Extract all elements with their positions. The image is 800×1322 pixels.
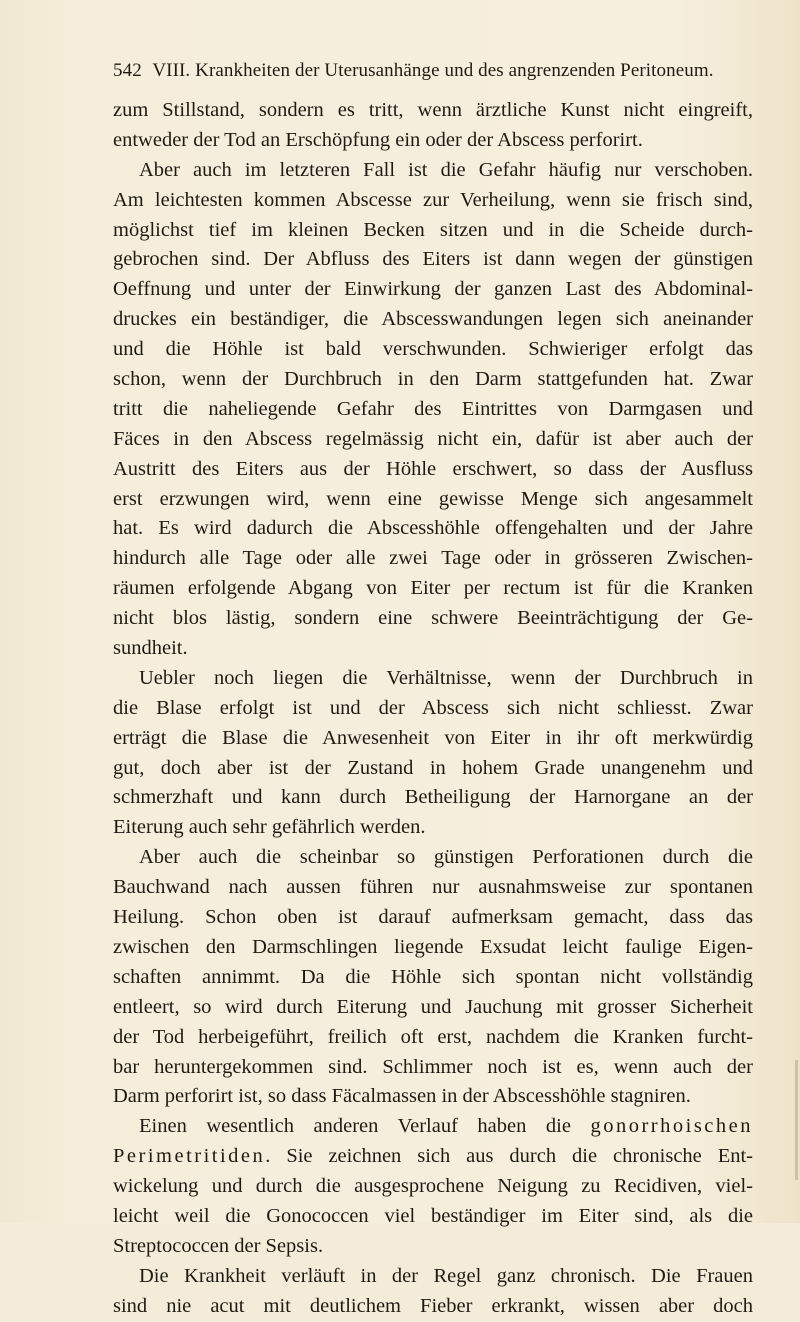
text-line: entweder der Tod an Erschöpfung ein oder der Abscess perforirt. — [113, 128, 643, 151]
text-line: bar heruntergekommen sind. Schlimmer noch ist es, wenn auch der — [113, 1055, 753, 1078]
running-title: VIII. Krankheiten der Uterusanhänge und des angrenzenden Peritoneum. — [152, 60, 714, 81]
text-line: entleert, so wird durch Eiterung und Jauchung mit grosser Sicherheit — [113, 995, 753, 1018]
spaced-emphasis: gonorrhoischen — [590, 1115, 753, 1138]
text-line: möglichst tief im kleinen Becken sitzen und in die Scheide durch- — [113, 218, 753, 241]
text-line: schaften annimmt. Da die Höhle sich spontan nicht vollständig — [113, 965, 753, 988]
text-line: Oeffnung und unter der Einwirkung der ganzen Last des Abdominal- — [113, 278, 753, 301]
text-line: Aber auch im letzteren Fall ist die Gefahr häufig nur verschoben. — [139, 158, 753, 181]
text-line: zum Stillstand, sondern es tritt, wenn ärztliche Kunst nicht eingreift, — [113, 99, 753, 121]
spaced-emphasis: Perimetritiden — [113, 1145, 266, 1168]
text-line: leicht weil die Gonococcen viel beständiger im Eiter sind, als die — [113, 1204, 753, 1227]
running-header — [113, 60, 753, 82]
text-line: Uebler noch liegen die Verhältnisse, wenn der Durchbruch in — [139, 666, 753, 689]
text-line: sind nie acut mit deutlichem Fieber erkrankt, wissen aber doch — [113, 1294, 753, 1317]
text-line: zwischen den Darmschlingen liegende Exsudat leicht faulige Eigen- — [113, 935, 753, 958]
text-line: schon, wenn der Durchbruch in den Darm stattgefunden hat. Zwar — [113, 368, 753, 391]
page-number: 542 — [113, 60, 142, 81]
text-line: Heilung. Schon oben ist darauf aufmerksam gemacht, dass das — [113, 906, 753, 929]
text-run: Einen wesentlich anderen Verlauf haben die — [139, 1115, 591, 1138]
text-line: gut, doch aber ist der Zustand in hohem Grade unangenehm und — [113, 756, 753, 779]
text-line: sundheit. — [113, 637, 188, 660]
text-line: Austritt des Eiters aus der Höhle erschwert, so dass der Ausfluss — [113, 457, 753, 480]
page-edge-shadow — [795, 1060, 798, 1180]
text-line: gebrochen sind. Der Abfluss des Eiters ist dann wegen der günstigen — [113, 248, 753, 271]
text-line: tritt die naheliegende Gefahr des Eintrittes von Darmgasen und — [113, 397, 753, 420]
text-line: Eiterung auch sehr gefährlich werden. — [113, 816, 426, 839]
text-line: räumen erfolgende Abgang von Eiter per rectum ist für die Kranken — [113, 577, 753, 600]
text-line: erst erzwungen wird, wenn eine gewisse Menge sich angesammelt — [113, 487, 753, 510]
text-line: und die Höhle ist bald verschwunden. Schwieriger erfolgt das — [113, 338, 753, 361]
text-line: Darm perforirt ist, so dass Fäcalmassen in der Abscesshöhle stagniren. — [113, 1085, 691, 1108]
text-line: Aber auch die scheinbar so günstigen Perforationen durch die — [139, 846, 753, 869]
text-line — [113, 1112, 753, 1142]
text-line: wickelung und durch die ausgesprochene Neigung zu Recidiven, viel- — [113, 1175, 753, 1198]
text-line: druckes ein beständiger, die Abscesswandungen legen sich aneinander — [113, 308, 753, 331]
text-line: hindurch alle Tage oder alle zwei Tage oder in grösseren Zwischen- — [113, 547, 753, 570]
text-line: Bauchwand nach aussen führen nur ausnahmsweise zur spontanen — [113, 876, 753, 899]
text-line: hat. Es wird dadurch die Abscesshöhle offengehalten und der Jahre — [113, 517, 753, 540]
text-run: . Sie zeichnen sich aus durch die chronische Ent- — [265, 1145, 753, 1168]
text-line — [113, 1142, 753, 1172]
text-line: schmerzhaft und kann durch Betheiligung der Harnorgane an der — [113, 786, 753, 809]
text-line: die Blase erfolgt ist und der Abscess sich nicht schliesst. Zwar — [113, 696, 753, 719]
body-text — [113, 96, 753, 1322]
text-line: Fäces in den Abscess regelmässig nicht ein, dafür ist aber auch der — [113, 427, 753, 450]
text-line: nicht blos lästig, sondern eine schwere Beeinträchtigung der Ge- — [113, 607, 753, 630]
text-line: Am leichtesten kommen Abscesse zur Verheilung, wenn sie frisch sind, — [113, 188, 753, 211]
text-line: Streptococcen der Sepsis. — [113, 1234, 324, 1257]
text-line: Die Krankheit verläuft in der Regel ganz chronisch. Die Frauen — [139, 1264, 753, 1287]
text-line: erträgt die Blase die Anwesenheit von Eiter in ihr oft merkwürdig — [113, 726, 753, 749]
text-line: der Tod herbeigeführt, freilich oft erst, nachdem die Kranken furcht- — [113, 1025, 753, 1048]
